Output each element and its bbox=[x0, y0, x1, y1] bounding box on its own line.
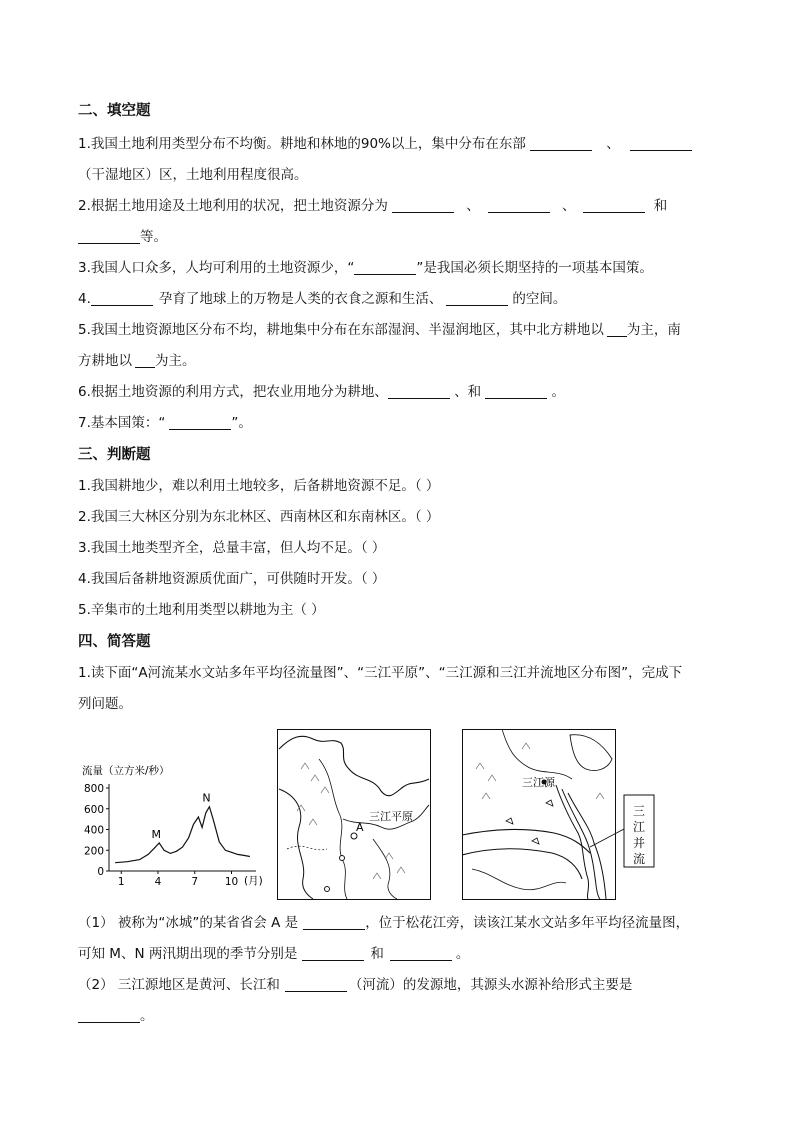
map-sanjiangyuan bbox=[462, 729, 656, 900]
question-judge-1: 1.我国耕地少，难以利用土地较多，后备耕地资源不足。（ ） bbox=[78, 478, 440, 494]
section-judge-heading: 三、判断题 bbox=[78, 447, 151, 463]
chart-ylabel: 流量（立方米/秒） bbox=[82, 765, 170, 777]
y-tick-label: 200 bbox=[83, 845, 104, 858]
question-text: 的空间。 bbox=[512, 291, 567, 307]
question-fill-1-line1 bbox=[78, 135, 692, 153]
question-text: ”是我国必须长期坚持的一项基本国策。 bbox=[416, 260, 653, 276]
answer-blank[interactable] bbox=[607, 322, 627, 337]
y-tick-label: 600 bbox=[83, 803, 104, 816]
question-text: 。 bbox=[551, 384, 565, 400]
answer-blank[interactable] bbox=[303, 915, 365, 930]
answer-blank[interactable] bbox=[78, 229, 140, 244]
question-text: 方耕地以 bbox=[78, 353, 132, 369]
box-label-char: 并 bbox=[633, 836, 646, 850]
question-fill-6 bbox=[78, 383, 565, 401]
answer-blank[interactable] bbox=[485, 384, 547, 399]
answer-blank[interactable] bbox=[630, 136, 692, 151]
box-label-char: 流 bbox=[633, 852, 646, 866]
question-fill-3 bbox=[78, 259, 653, 277]
answer-blank[interactable] bbox=[390, 946, 452, 961]
question-text: 2.根据土地用途及土地利用的状况，把土地资源分为 bbox=[78, 198, 388, 214]
answer-blank[interactable] bbox=[388, 384, 450, 399]
answer-blank[interactable] bbox=[285, 977, 347, 992]
question-fill-2-line1 bbox=[78, 197, 667, 215]
answer-blank[interactable] bbox=[302, 946, 364, 961]
answer-blank[interactable] bbox=[91, 291, 153, 306]
question-fill-1-line2: （干湿地区）区，土地利用程度很高。 bbox=[78, 167, 308, 183]
runoff-chart bbox=[76, 760, 266, 890]
answer-blank[interactable] bbox=[354, 260, 416, 275]
question-short-1-part2-line2 bbox=[78, 1007, 154, 1025]
map-label-a: A bbox=[356, 821, 364, 834]
question-text: 为主，南 bbox=[626, 322, 681, 338]
question-text: ，位于松花江旁，读该江某水文站多年平均径流量图， bbox=[365, 915, 690, 931]
question-short-1-part1-line1 bbox=[78, 914, 689, 932]
question-text: 7.基本国策：“ bbox=[78, 415, 166, 431]
map-sanjiang-plain bbox=[277, 729, 431, 900]
section-fill-heading: 二、填空题 bbox=[78, 103, 151, 119]
question-judge-2: 2.我国三大林区分别为东北林区、西南林区和东南林区。（ ） bbox=[78, 509, 440, 525]
answer-blank[interactable] bbox=[488, 198, 550, 213]
answer-blank[interactable] bbox=[78, 1008, 140, 1023]
question-text: 孕育了地球上的万物是人类的衣食之源和生活、 bbox=[158, 291, 443, 307]
y-tick-label: 400 bbox=[83, 824, 104, 837]
question-fill-4 bbox=[78, 290, 566, 308]
question-text: 。 bbox=[140, 1008, 154, 1024]
question-text: 1.我国土地利用类型分布不均衡。耕地和林地的90%以上，集中分布在东部 bbox=[78, 136, 526, 152]
map-label-sanjiangyuan: 三江源 bbox=[522, 776, 555, 789]
question-text: 6.根据土地资源的利用方式，把农业用地分为耕地、 bbox=[78, 384, 388, 400]
chart-xlabel: (月) bbox=[244, 875, 263, 887]
question-short-1-line2: 列问题。 bbox=[78, 696, 132, 712]
y-tick-label: 0 bbox=[97, 866, 104, 878]
separator: 、 bbox=[561, 198, 576, 214]
series-line bbox=[115, 807, 250, 863]
question-judge-3: 3.我国土地类型齐全，总量丰富，但人均不足。（ ） bbox=[78, 540, 386, 556]
question-short-1-part2-line1 bbox=[78, 976, 632, 994]
question-text: （河流）的发源地，其源头水源补给形式主要是 bbox=[348, 977, 633, 993]
separator: 、 bbox=[606, 136, 620, 152]
question-fill-5-line2 bbox=[78, 352, 196, 370]
question-text: 可知 M、N 两汛期出现的季节分别是 bbox=[78, 946, 298, 962]
x-tick-label: 10 bbox=[224, 876, 239, 888]
answer-blank[interactable] bbox=[446, 291, 508, 306]
question-text: 。 bbox=[455, 946, 470, 962]
answer-blank[interactable] bbox=[392, 198, 454, 213]
answer-blank[interactable] bbox=[530, 136, 592, 151]
answer-blank[interactable] bbox=[583, 198, 645, 213]
peak-label-n: N bbox=[202, 791, 211, 805]
question-fill-7 bbox=[78, 414, 252, 432]
question-text: 和 bbox=[370, 946, 384, 962]
box-label-char: 江 bbox=[633, 820, 646, 834]
question-text: 3.我国人口众多，人均可利用的土地资源少，“ bbox=[78, 260, 355, 276]
city-marker bbox=[325, 887, 330, 892]
answer-blank[interactable] bbox=[169, 415, 231, 430]
x-tick-label: 1 bbox=[117, 876, 125, 888]
question-short-1-part1-line2 bbox=[78, 945, 469, 963]
question-text: （2） 三江源地区是黄河、长江和 bbox=[78, 977, 280, 993]
question-judge-4: 4.我国后备耕地资源质优面广，可供随时开发。（ ） bbox=[78, 571, 386, 587]
question-text: 4. bbox=[78, 291, 91, 307]
question-fill-5-line1 bbox=[78, 321, 681, 339]
question-text: （1） 被称为“冰城”的某省省会 A 是 bbox=[78, 915, 299, 931]
box-label-char: 三 bbox=[633, 804, 646, 818]
conjunction: 和 bbox=[653, 198, 668, 214]
x-tick-label: 4 bbox=[154, 876, 162, 888]
question-text: 5.我国土地资源地区分布不均，耕地集中分布在东部湿润、半湿润地区，其中北方耕地以 bbox=[78, 322, 604, 338]
city-marker bbox=[340, 856, 345, 861]
x-tick-label: 7 bbox=[191, 876, 199, 888]
section-short-heading: 四、简答题 bbox=[78, 634, 151, 650]
question-text: 、和 bbox=[454, 384, 482, 400]
question-text: ”。 bbox=[231, 415, 252, 431]
map-label-sanjiang-plain: 三江平原 bbox=[369, 810, 413, 823]
separator: 、 bbox=[466, 198, 480, 214]
question-text: 等。 bbox=[140, 229, 167, 245]
answer-blank[interactable] bbox=[135, 353, 155, 368]
question-short-1-line1: 1.读下面“A河流某水文站多年平均径流量图”、“三江平原”、“三江源和三江并流地区分布图”，完成下 bbox=[78, 665, 683, 681]
question-text: 为主。 bbox=[155, 353, 196, 369]
question-judge-5: 5.辛集市的土地利用类型以耕地为主（ ） bbox=[78, 602, 325, 618]
peak-label-m: M bbox=[151, 827, 161, 841]
map-frame bbox=[463, 730, 616, 900]
question-fill-2-line2 bbox=[78, 228, 167, 246]
y-tick-label: 800 bbox=[83, 783, 104, 795]
